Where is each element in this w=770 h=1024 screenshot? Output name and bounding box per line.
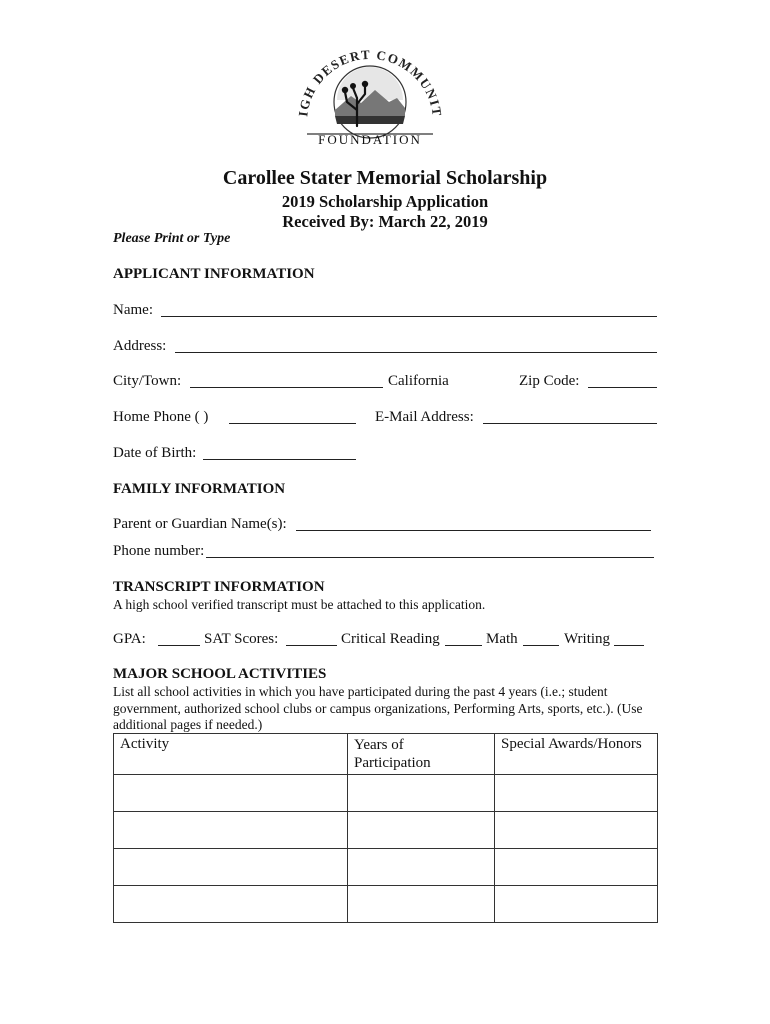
activities-note-line1: List all school activities in which you have participated during the past 4 years (i.e.; student: [113, 684, 608, 699]
family-phone-label: Phone number:: [113, 543, 205, 559]
logo-arc-text: IGH DESERT COMMUNIT: [295, 46, 445, 119]
table-row: [114, 849, 658, 886]
activity-cell[interactable]: [114, 849, 348, 886]
awards-cell[interactable]: [495, 812, 658, 849]
sat-label: SAT Scores:: [204, 631, 279, 647]
transcript-note: A high school verified transcript must be attached to this application.: [113, 597, 486, 612]
table-row: [114, 886, 658, 923]
email-field[interactable]: [483, 423, 657, 424]
dob-label: Date of Birth:: [113, 445, 197, 461]
foundation-logo: [285, 40, 455, 152]
activities-note-line3: additional pages if needed.): [113, 717, 263, 732]
state-text: California: [388, 373, 449, 389]
table-row: [114, 775, 658, 812]
activity-cell[interactable]: [114, 812, 348, 849]
email-label: E-Mail Address:: [375, 409, 474, 425]
sat-field[interactable]: [286, 645, 337, 646]
writing-field[interactable]: [614, 645, 644, 646]
gpa-field[interactable]: [158, 645, 200, 646]
application-subtitle: 2019 Scholarship Application: [281, 192, 489, 211]
years-cell[interactable]: [348, 849, 495, 886]
home-phone-label: Home Phone ( ): [113, 409, 209, 425]
math-label: Math: [486, 631, 518, 647]
name-field[interactable]: [161, 316, 657, 317]
column-header-awards: Special Awards/Honors: [495, 734, 658, 775]
awards-cell[interactable]: [495, 849, 658, 886]
received-by-date: Received By: March 22, 2019: [282, 212, 488, 231]
table-header-row: [114, 734, 658, 775]
activities-note-line2: government, authorized school clubs or campus organizations, Performing Arts, sports, etc.). (Use: [113, 701, 643, 716]
family-heading: FAMILY INFORMATION: [113, 481, 286, 497]
print-instruction: Please Print or Type: [113, 231, 231, 246]
home-phone-field[interactable]: [229, 423, 356, 424]
address-field[interactable]: [175, 352, 657, 353]
activity-cell[interactable]: [114, 886, 348, 923]
reading-label: Critical Reading: [341, 631, 440, 647]
years-cell[interactable]: [348, 775, 495, 812]
parent-label: Parent or Guardian Name(s):: [113, 516, 287, 532]
logo-foundation-text: FOUNDATION: [318, 132, 422, 147]
city-field[interactable]: [190, 387, 383, 388]
years-cell[interactable]: [348, 812, 495, 849]
table-row: [114, 812, 658, 849]
awards-cell[interactable]: [495, 775, 658, 812]
parent-field[interactable]: [296, 530, 651, 531]
gpa-label: GPA:: [113, 631, 146, 647]
column-header-years: [348, 734, 495, 775]
page-title: Carollee Stater Memorial Scholarship: [222, 167, 548, 189]
reading-field[interactable]: [445, 645, 482, 646]
years-cell[interactable]: [348, 886, 495, 923]
writing-label: Writing: [564, 631, 611, 647]
activities-heading: MAJOR SCHOOL ACTIVITIES: [113, 666, 327, 682]
zip-field[interactable]: [588, 387, 657, 388]
family-phone-field[interactable]: [206, 557, 654, 558]
zip-label: Zip Code:: [519, 373, 580, 389]
applicant-heading: APPLICANT INFORMATION: [113, 266, 315, 282]
column-header-years-text: Years of Participation: [354, 737, 431, 771]
address-label: Address:: [113, 338, 167, 354]
name-label: Name:: [113, 302, 153, 318]
awards-cell[interactable]: [495, 886, 658, 923]
transcript-heading: TRANSCRIPT INFORMATION: [113, 579, 325, 595]
dob-field[interactable]: [203, 459, 356, 460]
activity-cell[interactable]: [114, 775, 348, 812]
column-header-activity: Activity: [114, 734, 348, 775]
math-field[interactable]: [523, 645, 559, 646]
activities-table: [113, 733, 658, 923]
city-label: City/Town:: [113, 373, 182, 389]
